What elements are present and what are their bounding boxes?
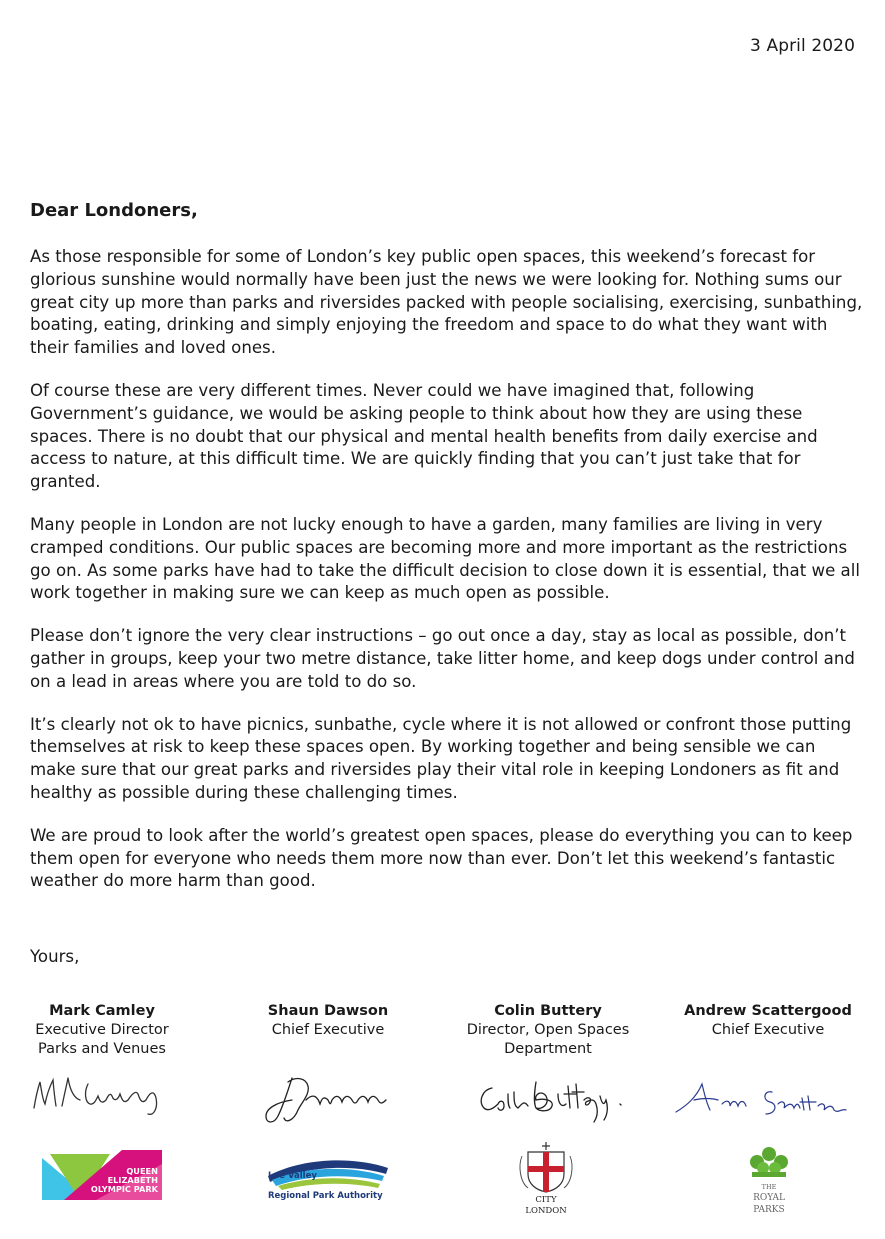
logo-text: Lee Valley xyxy=(268,1171,317,1181)
signatory-name: Mark Camley xyxy=(49,1003,155,1019)
signatory-mark-camley xyxy=(2,1002,202,1059)
signatory-title: Chief Executive xyxy=(271,1022,385,1038)
closing: Yours, xyxy=(30,947,80,966)
letter-date: 3 April 2020 xyxy=(750,36,855,56)
salutation: Dear Londoners, xyxy=(30,200,198,221)
signature-mark-camley xyxy=(28,1070,173,1118)
logo-text: CITY xyxy=(535,1195,557,1205)
signatory-title: Chief Executive xyxy=(711,1022,825,1038)
signatory-shaun-dawson xyxy=(228,1002,428,1040)
signatory-title: Department xyxy=(504,1041,592,1057)
logo-text: THE xyxy=(761,1183,777,1191)
signatory-title: Director, Open Spaces xyxy=(466,1022,630,1038)
logo-text: LONDON xyxy=(525,1206,567,1216)
logo-text: ELIZABETH xyxy=(107,1175,158,1185)
signatory-name: Shaun Dawson xyxy=(267,1003,389,1019)
paragraph: Of course these are very different times. Never could we have imagined that, following Government’s guidance, we would be asking people to think about how they are using these spaces. There is no doubt that our physical and mental health benefits from daily exercise and access to nature, at this difficult time. We are quickly finding that you can’t just take that for granted. xyxy=(30,380,818,492)
royal-parks-crown-icon xyxy=(740,1144,798,1216)
signatory-title: Parks and Venues xyxy=(38,1041,166,1057)
signatories xyxy=(0,1002,885,1232)
signature-andrew-scattergood xyxy=(672,1070,852,1126)
paragraph: As those responsible for some of London’s key public open spaces, this weekend’s forecast for glorious sunshine would normally have been just the news we were looking for. Nothing sums our great city up more than parks and riversides packed with people socialising, exercising, sunbathing, boating, eating, drinking and simply enjoying the freedom and space to do what they want with their families and loved ones. xyxy=(30,247,863,358)
signatory-name: Colin Buttery xyxy=(494,1003,602,1019)
paragraph: It’s clearly not ok to have picnics, sunbathe, cycle where it is not allowed or confront those putting themselves at risk to keep these spaces open. By working together and being sensible we can make sure that our great parks and riversides play their vital role in keeping Londoners as fit and healthy as possible during these challenging times. xyxy=(30,714,852,802)
letter-body xyxy=(30,246,865,913)
logo-text: PARKS xyxy=(753,1205,785,1215)
olympic-park-logo-icon xyxy=(40,1150,165,1202)
logo-text: Regional Park Authority xyxy=(268,1191,383,1201)
logo-text: ROYAL xyxy=(753,1193,785,1203)
lee-valley-logo-icon xyxy=(262,1154,392,1202)
paragraph: Many people in London are not lucky enough to have a garden, many families are living in very cramped conditions. Our public spaces are becoming more and more important as the restrictions go on. As some parks have had to take the difficult decision to close down it is essential, that we all work together in making sure we can keep as much open as possible. xyxy=(30,514,860,603)
paragraph: Please don’t ignore the very clear instructions – go out once a day, stay as local as possible, don’t gather in groups, keep your two metre distance, take litter home, and keep dogs under control and on a lead in areas where you are told to do so. xyxy=(30,626,855,691)
logo-text: QUEEN xyxy=(126,1166,158,1176)
signature-shaun-dawson xyxy=(258,1070,398,1128)
signatory-title: Executive Director xyxy=(35,1022,169,1038)
signatory-name: Andrew Scattergood xyxy=(684,1003,852,1019)
signatory-andrew-scattergood xyxy=(668,1002,868,1040)
city-of-london-crest-icon xyxy=(514,1140,578,1216)
signatory-colin-buttery xyxy=(448,1002,648,1059)
logo-text: OLYMPIC PARK xyxy=(90,1184,158,1194)
paragraph: We are proud to look after the world’s greatest open spaces, please do everything you can to keep them open for everyone who needs them more now than ever. Don’t let this weekend’s fantastic weather do more harm than good. xyxy=(30,825,853,891)
signature-colin-buttery xyxy=(472,1070,632,1128)
